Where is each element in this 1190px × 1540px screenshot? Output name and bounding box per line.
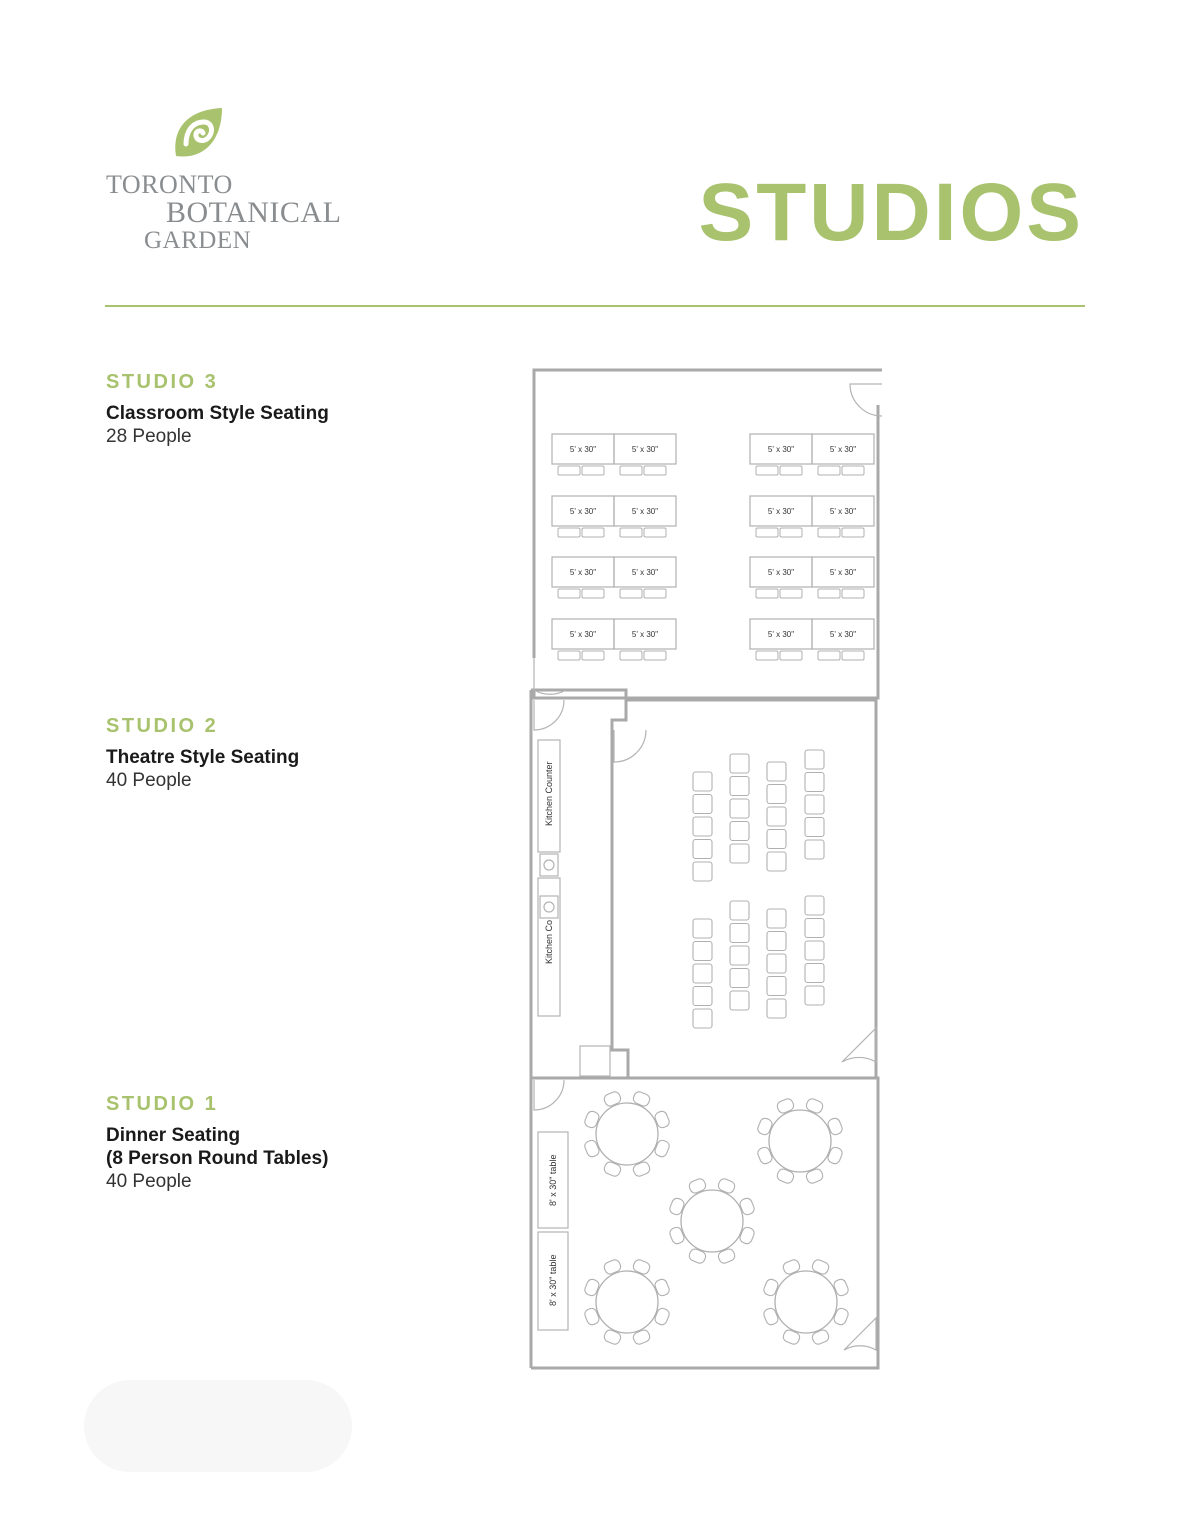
capacity: 40 People (106, 770, 192, 791)
table-size-label: 5' x 30" (569, 445, 597, 454)
studio-heading: STUDIO 2 (106, 715, 219, 737)
theatre-chair (767, 830, 786, 849)
theatre-chair (730, 924, 749, 943)
theatre-chair (730, 754, 749, 773)
table-size-label: 5' x 30" (631, 507, 659, 516)
classroom-table (812, 434, 874, 475)
theatre-chair (805, 941, 824, 960)
brand-line-3: GARDEN (144, 227, 252, 254)
theatre-chair (805, 773, 824, 792)
theatre-chair (805, 818, 824, 837)
theatre-chair (767, 807, 786, 826)
table-size-label: 5' x 30" (767, 630, 795, 639)
buffet-table-label: 8' x 30" table (548, 1154, 558, 1206)
classroom-table (552, 557, 614, 598)
classroom-table (812, 557, 874, 598)
round-table (583, 1090, 670, 1177)
table-size-label: 5' x 30" (631, 568, 659, 577)
theatre-chair (693, 817, 712, 836)
page-title: STUDIOS (698, 167, 1084, 258)
round-table (762, 1258, 849, 1345)
table-size-label: 5' x 30" (767, 507, 795, 516)
theatre-chair (693, 1009, 712, 1028)
table-size-label: 5' x 30" (829, 630, 857, 639)
theatre-chair (805, 896, 824, 915)
theatre-chair (693, 919, 712, 938)
classroom-table (812, 496, 874, 537)
blurred-area (84, 1380, 352, 1472)
theatre-chairs (693, 750, 824, 1028)
theatre-chair (767, 852, 786, 871)
theatre-chair (805, 840, 824, 859)
theatre-chair (693, 862, 712, 881)
classroom-tables (552, 434, 874, 660)
theatre-chair (693, 987, 712, 1006)
classroom-table (812, 619, 874, 660)
table-size-label: 5' x 30" (829, 568, 857, 577)
theatre-chair (767, 954, 786, 973)
theatre-chair (767, 909, 786, 928)
round-table (668, 1177, 755, 1264)
classroom-table (750, 557, 812, 598)
classroom-table (552, 619, 614, 660)
theatre-chair (805, 986, 824, 1005)
table-size-label: 5' x 30" (631, 630, 659, 639)
theatre-chair (693, 772, 712, 791)
theatre-chair (730, 822, 749, 841)
round-table (583, 1258, 670, 1345)
studio-heading: STUDIO 1 (106, 1093, 219, 1115)
table-size-label: 5' x 30" (829, 507, 857, 516)
table-size-label: 5' x 30" (767, 445, 795, 454)
table-size-label: 5' x 30" (569, 630, 597, 639)
theatre-chair (767, 762, 786, 781)
kitchen-counter-label: Kitchen Co (544, 919, 554, 964)
theatre-chair (693, 942, 712, 961)
theatre-chair (693, 795, 712, 814)
classroom-table (750, 496, 812, 537)
theatre-chair (730, 901, 749, 920)
theatre-chair (805, 795, 824, 814)
theatre-chair (767, 977, 786, 996)
buffet-table-label: 8' x 30" table (548, 1254, 558, 1306)
classroom-table (614, 557, 676, 598)
table-size-label: 5' x 30" (569, 568, 597, 577)
theatre-chair (730, 969, 749, 988)
classroom-table (552, 434, 614, 475)
capacity: 28 People (106, 426, 192, 447)
seating-style: Theatre Style Seating (106, 747, 300, 768)
theatre-chair (805, 919, 824, 938)
theatre-chair (730, 991, 749, 1010)
classroom-table (750, 619, 812, 660)
round-tables (583, 1090, 849, 1345)
theatre-chair (767, 785, 786, 804)
seating-style: Dinner Seating (8 Person Round Tables) (106, 1125, 329, 1169)
theatre-chair (730, 946, 749, 965)
theatre-chair (730, 799, 749, 818)
theatre-chair (693, 964, 712, 983)
table-size-label: 5' x 30" (631, 445, 659, 454)
brand-line-1: TORONTO (106, 170, 233, 199)
theatre-chair (805, 964, 824, 983)
classroom-table (750, 434, 812, 475)
theatre-chair (767, 999, 786, 1018)
seating-style: Classroom Style Seating (106, 403, 329, 424)
theatre-chair (693, 840, 712, 859)
theatre-chair (767, 932, 786, 951)
table-size-label: 5' x 30" (767, 568, 795, 577)
classroom-table (614, 619, 676, 660)
brand-line-2: BOTANICAL (166, 196, 342, 229)
theatre-chair (730, 844, 749, 863)
studio-heading: STUDIO 3 (106, 371, 219, 393)
capacity: 40 People (106, 1171, 192, 1192)
classroom-table (614, 434, 676, 475)
kitchen-counter-label: Kitchen Counter (544, 761, 554, 826)
theatre-chair (730, 777, 749, 796)
round-table (756, 1097, 843, 1184)
table-size-label: 5' x 30" (829, 445, 857, 454)
classroom-table (614, 496, 676, 537)
table-size-label: 5' x 30" (569, 507, 597, 516)
classroom-table (552, 496, 614, 537)
theatre-chair (805, 750, 824, 769)
